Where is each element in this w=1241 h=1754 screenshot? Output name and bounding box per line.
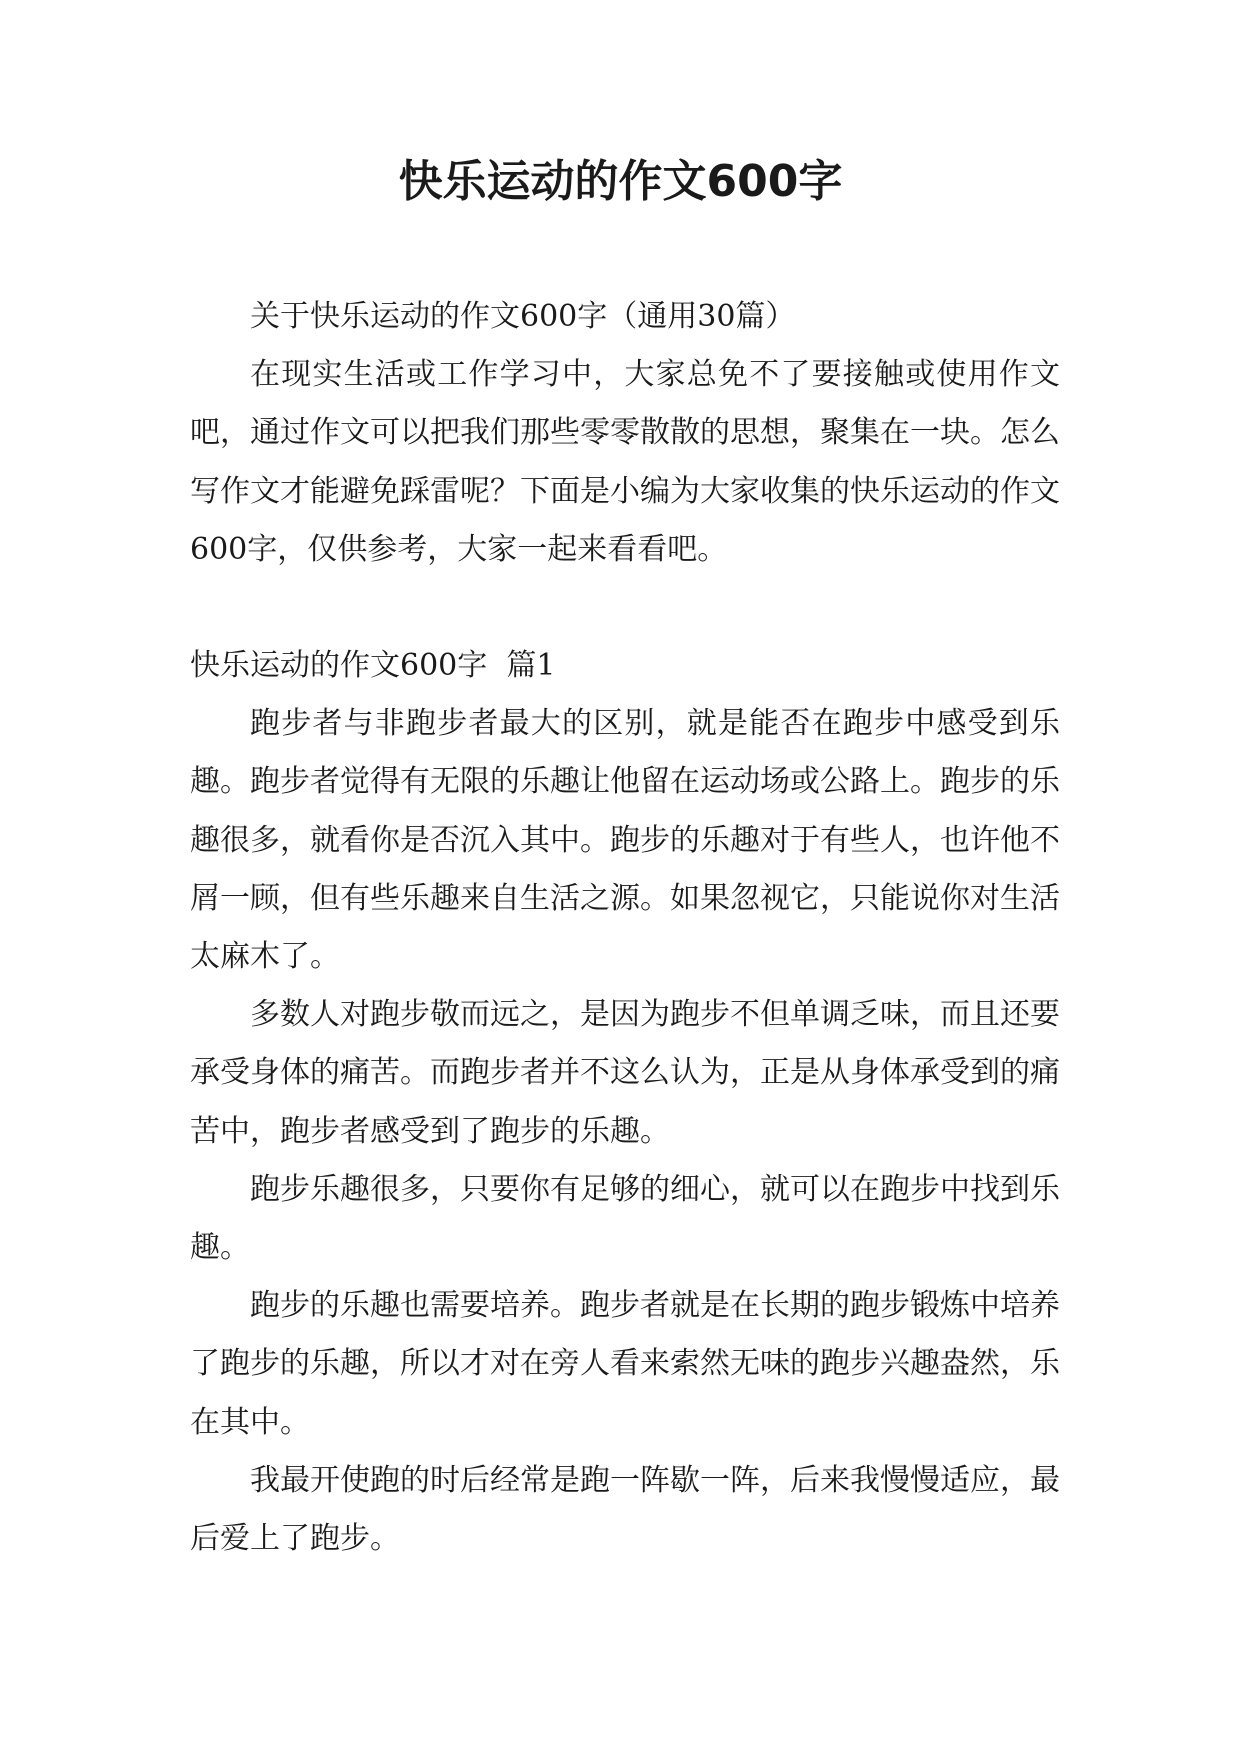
section-heading: 快乐运动的作文600字 篇1 [190,648,556,684]
body-paragraph: 跑步的乐趣也需要培养。跑步者就是在长期的跑步锻炼中培养了跑步的乐趣，所以才对在旁人看来索然无味的跑步兴趣盎然，乐在其中。 [190,1288,1060,1440]
body-paragraph: 多数人对跑步敬而远之，是因为跑步不但单调乏味，而且还要承受身体的痛苦。而跑步者并不这么认为，正是从身体承受到的痛苦中，跑步者感受到了跑步的乐趣。 [190,997,1060,1149]
body-paragraph: 我最开使跑的时后经常是跑一阵歇一阵，后来我慢慢适应，最后爱上了跑步。 [190,1462,1060,1557]
intro-line: 关于快乐运动的作文600字（通用30篇） [250,299,796,334]
body-paragraph: 跑步乐趣很多，只要你有足够的细心，就可以在跑步中找到乐趣。 [190,1171,1060,1266]
intro-paragraph: 在现实生活或工作学习中，大家总免不了要接触或使用作文吧，通过作文可以把我们那些零零散散的思想，聚集在一块。怎么写作文才能避免踩雷呢？下面是小编为大家收集的快乐运动的作文600字，仅供参考，大家一起来看看吧。 [190,357,1060,567]
document-body [190,288,1060,1568]
document-title: 快乐运动的作文600字 [398,156,843,207]
body-paragraph: 跑步者与非跑步者最大的区别，就是能否在跑步中感受到乐趣。跑步者觉得有无限的乐趣让他留在运动场或公路上。跑步的乐趣很多，就看你是否沉入其中。跑步的乐趣对于有些人，也许他不屑一顾，但有些乐趣来自生活之源。如果忽视它，只能说你对生活太麻木了。 [190,706,1060,975]
